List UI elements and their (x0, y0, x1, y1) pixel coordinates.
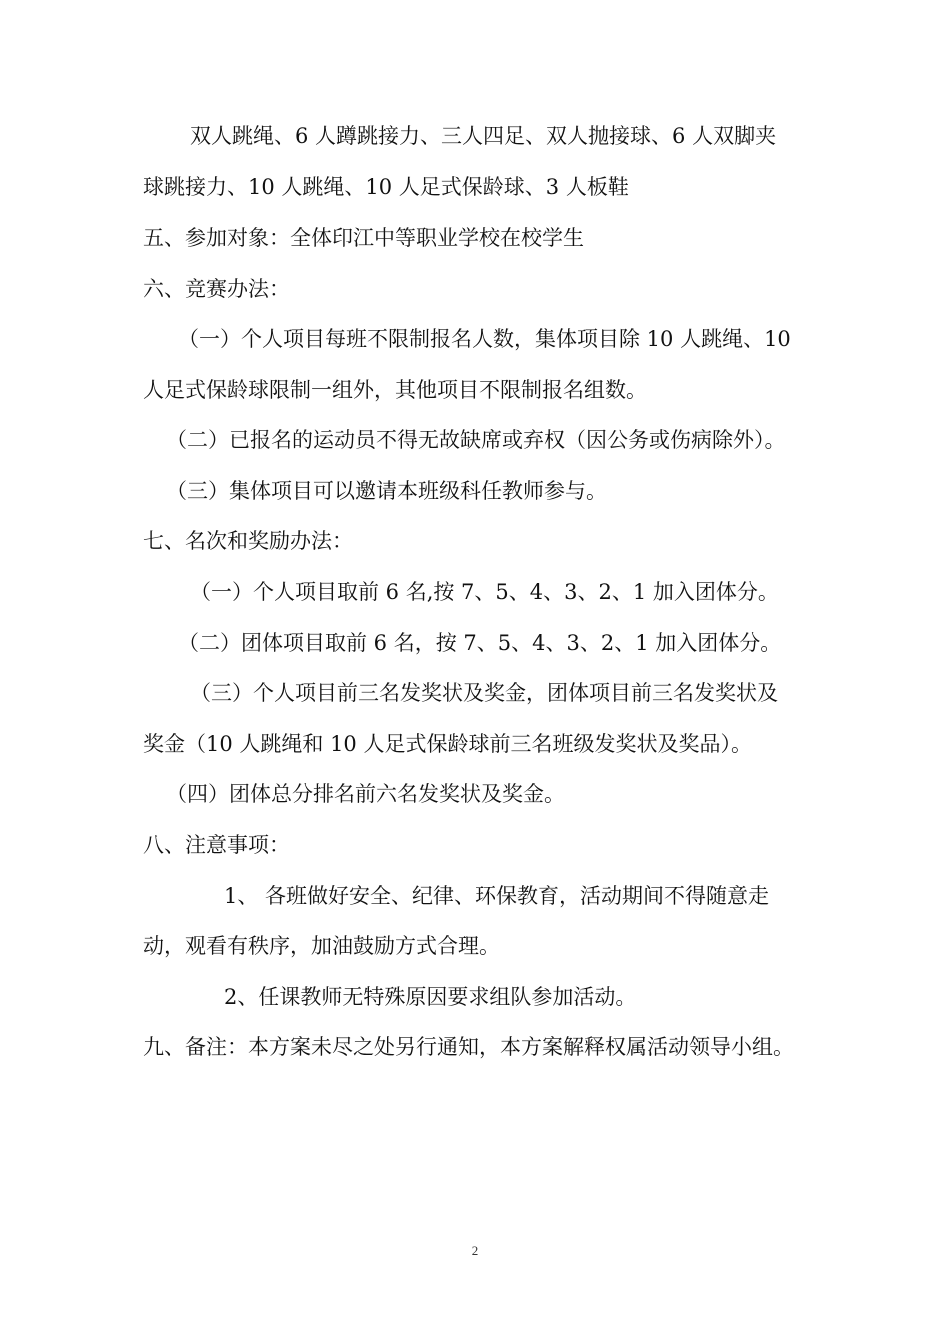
award-7-3-line-2: 奖金（10 人跳绳和 10 人足式保龄球前三名班级发奖状及奖品）。 (143, 732, 752, 756)
page-number: 2 (471, 1243, 479, 1258)
section-7-heading: 七、名次和奖励办法： (143, 529, 353, 553)
award-7-2: （二）团体项目取前 6 名，按 7、5、4、3、2、1 加入团体分。 (178, 631, 782, 655)
section-8-heading: 八、注意事项： (143, 833, 290, 857)
rule-6-2: （二）已报名的运动员不得无故缺席或弃权（因公务或伤病除外）。 (166, 428, 786, 452)
award-7-1: （一）个人项目取前 6 名,按 7、5、4、3、2、1 加入团体分。 (190, 580, 779, 604)
note-8-1-line-2: 动，观看有秩序，加油鼓励方式合理。 (143, 934, 500, 958)
note-8-2: 2、任课教师无特殊原因要求组队参加活动。 (224, 985, 637, 1009)
section-5-participants: 五、参加对象：全体印江中等职业学校在校学生 (143, 226, 584, 250)
text-line-1: 双人跳绳、6 人蹲跳接力、三人四足、双人抛接球、6 人双脚夹 (190, 124, 777, 148)
rule-6-1-line-1: （一）个人项目每班不限制报名人数，集体项目除 10 人跳绳、10 (178, 327, 791, 351)
section-6-heading: 六、竞赛办法： (143, 277, 290, 301)
award-7-4: （四）团体总分排名前六名发奖状及奖金。 (166, 782, 565, 806)
rule-6-3: （三）集体项目可以邀请本班级科任教师参与。 (166, 479, 607, 503)
text-line-2: 球跳接力、10 人跳绳、10 人足式保龄球、3 人板鞋 (143, 175, 629, 199)
rule-6-1-line-2: 人足式保龄球限制一组外，其他项目不限制报名组数。 (143, 378, 647, 402)
section-9-remarks: 九、备注：本方案未尽之处另行通知，本方案解释权属活动领导小组。 (143, 1035, 794, 1059)
note-8-1-line-1: 1、 各班做好安全、纪律、环保教育，活动期间不得随意走 (224, 884, 770, 908)
award-7-3-line-1: （三）个人项目前三名发奖状及奖金，团体项目前三名发奖状及 (190, 681, 778, 705)
